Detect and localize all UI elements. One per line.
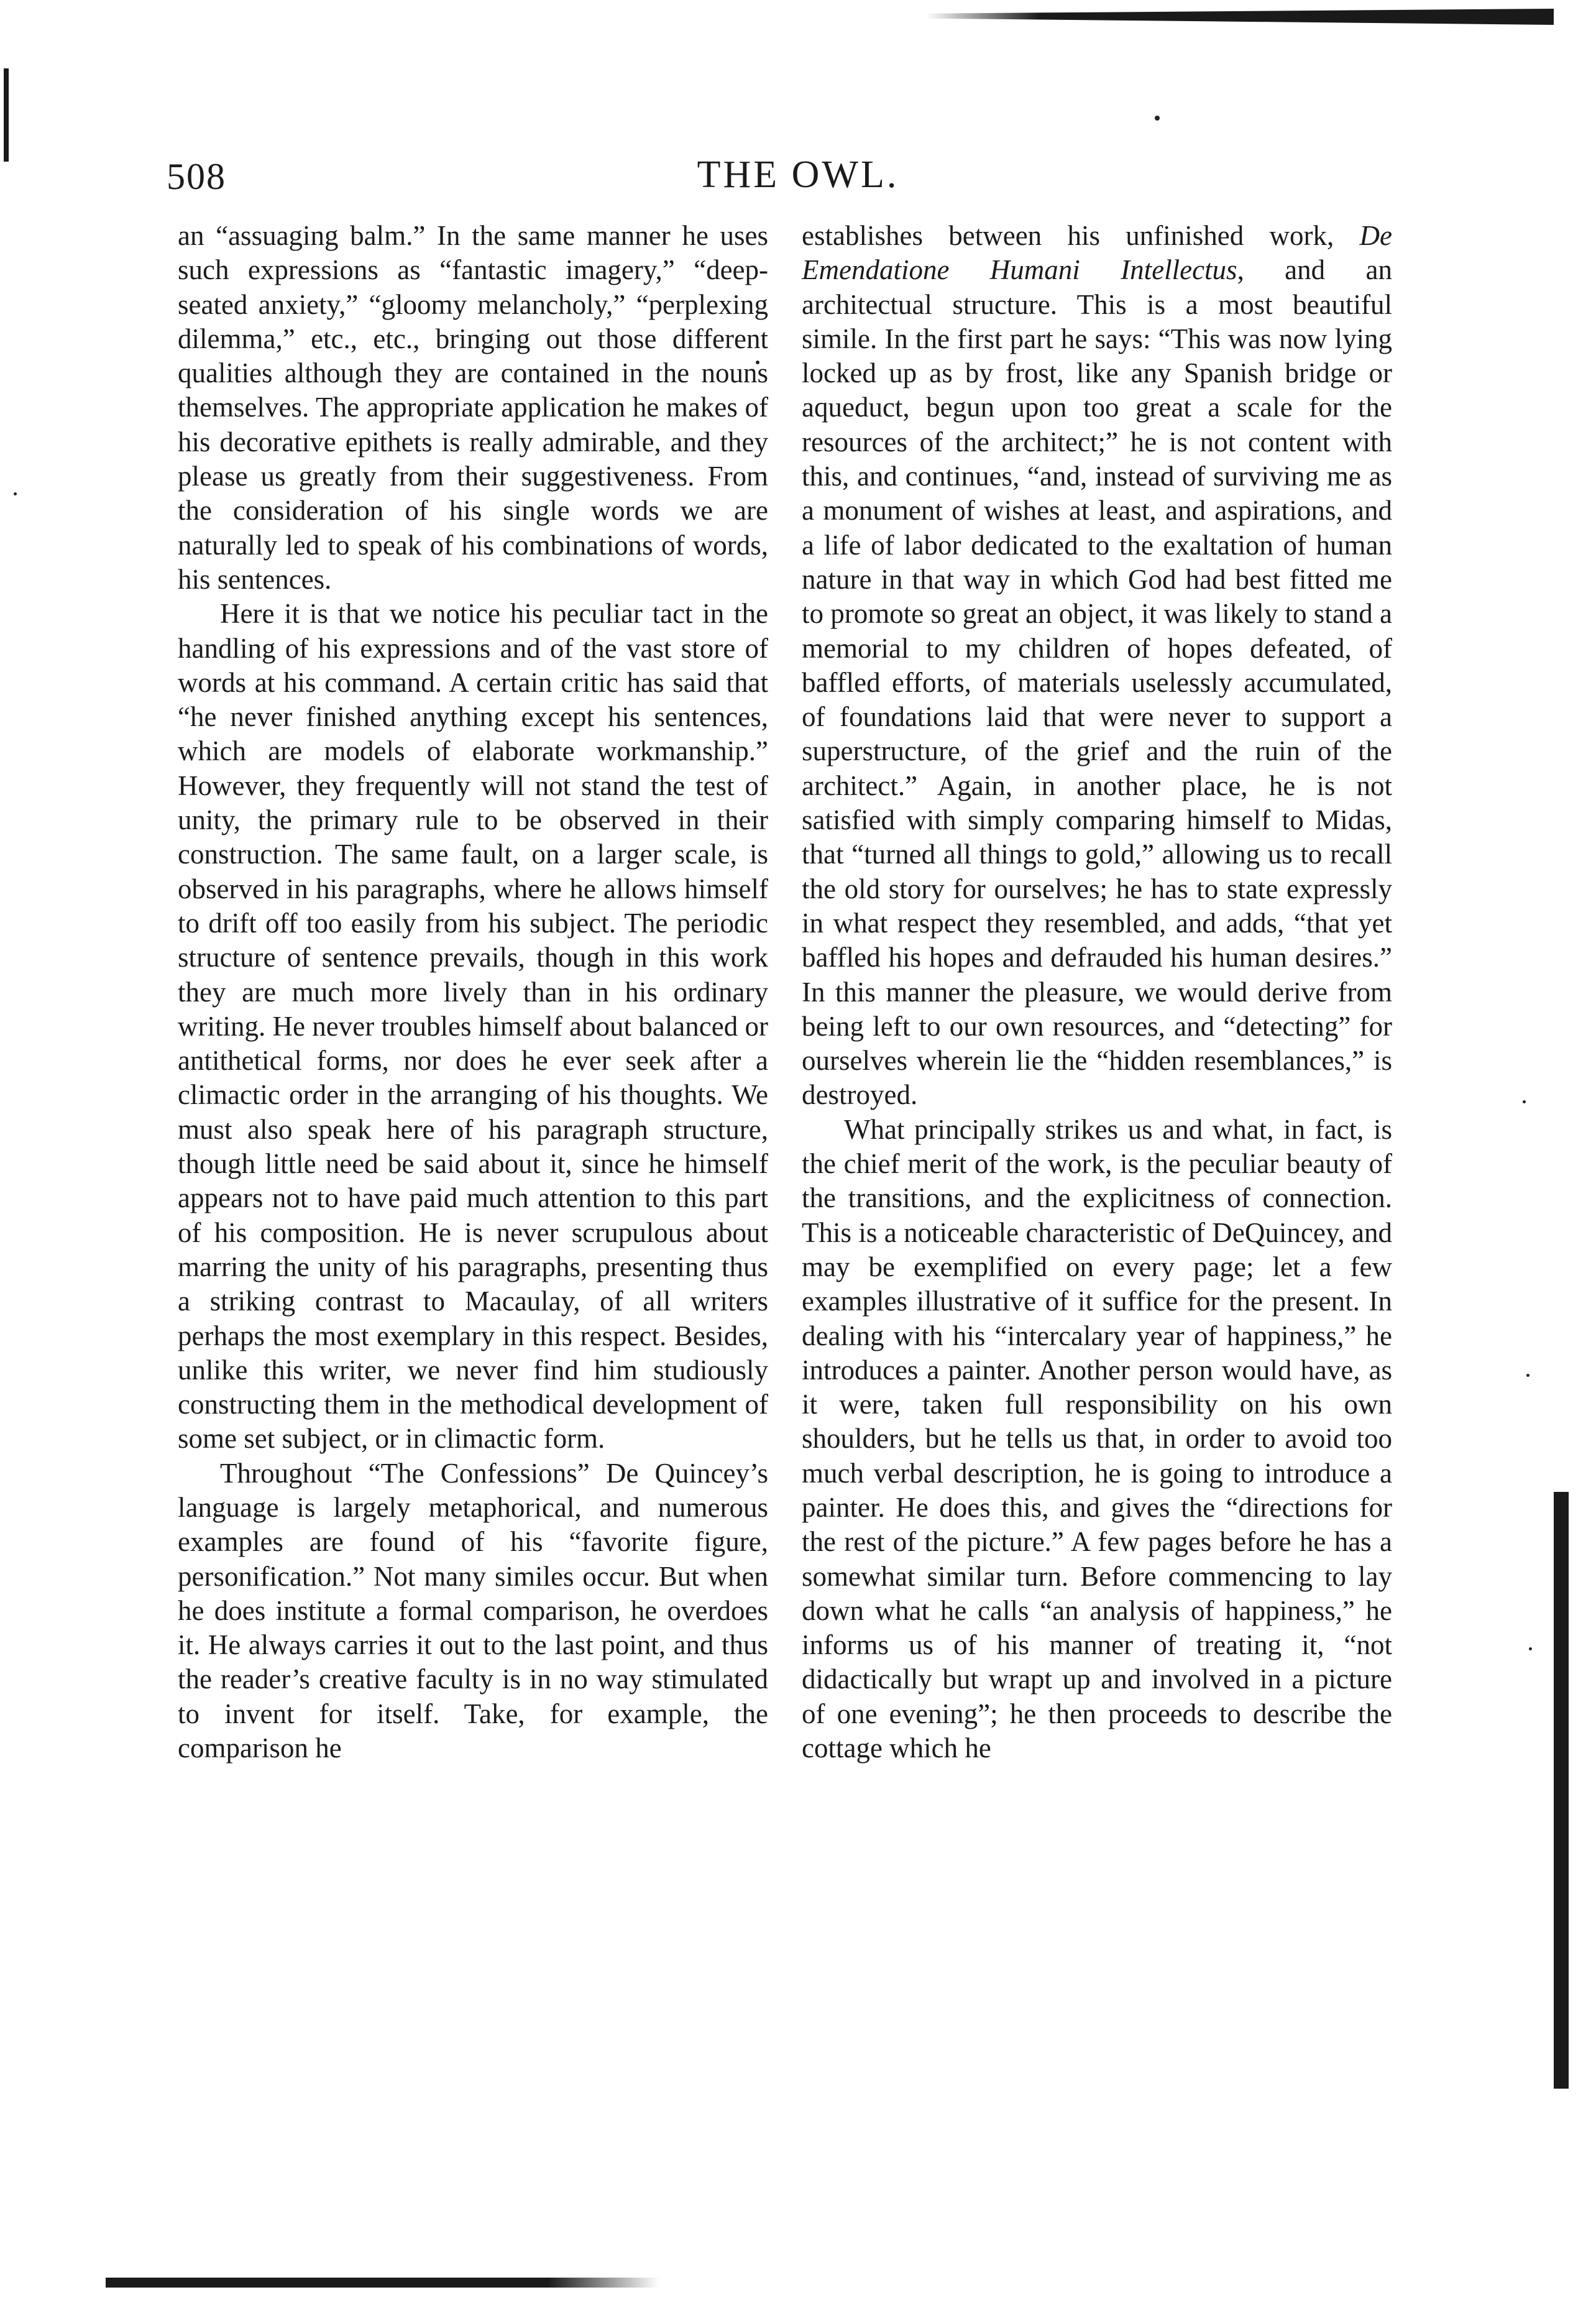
- paragraph: an “assuaging balm.” In the same manner he uses such expressions as “fantastic imagery,” “deep-seated anxiety,” “gloomy melancholy,” “perplexing dilemma,” etc., etc., bringing out those different qualities although they are contained in the nouns themselves. The appropriate application he makes of his decorative epithets is really admirable, and they please us greatly from their suggestiveness. From the consideration of his single words we are naturally led to speak of his combinations of words, his sentences.: [178, 220, 768, 595]
- right-column: [802, 219, 1392, 1765]
- scan-edge-mark-top: [926, 9, 1554, 25]
- scan-speck: [1526, 1374, 1530, 1377]
- scan-speck: [14, 492, 17, 495]
- page-number: 508: [167, 156, 226, 197]
- scan-edge-mark-bottom: [106, 2278, 659, 2288]
- scan-speck: [1155, 116, 1160, 121]
- scan-speck: [1529, 1647, 1532, 1650]
- paragraph: What principally strikes us and what, in fact, is the chief merit of the work, is the peculiar beauty of the transitions, and the explicitness of connection. This is a noticeable characteristic of DeQuincey, and may be exemplified on every page; let a few examples illustrative of it suffice for the present. In dealing with his “intercalary year of happiness,” he introduces a painter. Another person would have, as it were, taken full responsibility on his own shoulders, but he tells us that, in order to avoid too much verbal description, he is going to introduce a painter. He does this, and gives the “directions for the rest of the picture.” A few pages before he has a somewhat similar turn. Before commencing to lay down what he calls “an analysis of happiness,” he informs us of his manner of treating it, “not didactically but wrapt up and involved in a picture of one evening”; he then proceeds to describe the cottage which he: [802, 1113, 1392, 1764]
- paragraph: [802, 219, 1392, 1113]
- scan-speck: [1523, 1100, 1526, 1103]
- paragraph-text: , and an architectual structure. This is a most beautiful simile. In the first part he says: “This was now lying locked up as by frost, like any Spanish bridge or aqueduct, begun upon too great a scale for the resources of the architect;” he is not content with this, and continues, “and, instead of surviving me as a monument of wishes at least, and aspirations, and a life of labor dedicated to the exaltation of human nature in that way in which God had best fitted me to promote so great an object, it was likely to stand a memorial to my children of hopes defeated, of baffled efforts, of materials uselessly accumulated, of foundations laid that were never to support a superstructure, of the grief and the ruin of the architect.” Again, in another place, he is not satisfied with simply comparing himself to Midas, that “turned all things to gold,” allowing us to recall the old story for ourselves; he has to state expressly in what respect they resembled, and adds, “that yet baffled his hopes and defrauded his human desires.” In this manner the pleasure, we would derive from being left to our own resources, and “detecting” for ourselves wherein lie the “hidden resemblances,” is destroyed.: [802, 254, 1392, 1111]
- running-title: THE OWL.: [697, 154, 899, 196]
- left-column: [178, 219, 768, 1765]
- paragraph-text: establishes between his unfinished work,: [802, 220, 1360, 251]
- paragraph: Throughout “The Confessions” De Quincey’s language is largely metaphorical, and numerous examples are found of his “favorite figure, personification.” Not many similes occur. But when he does institute a formal comparison, he overdoes it. He always carries it out to the last point, and thus the reader’s creative faculty is in no way stimulated to invent for itself. Take, for example, the comparison he: [178, 1457, 768, 1764]
- book-title: De Emendatione Humani Intellectus: [802, 220, 1392, 286]
- page-header: [0, 149, 1596, 205]
- scan-edge-mark-right: [1554, 1492, 1569, 2089]
- scan-edge-mark-left: [4, 68, 9, 162]
- paragraph: Here it is that we notice his peculiar tact in the handling of his expressions and of the vast store of words at his command. A certain critic has said that “he never finished anything except his sentences, which are models of elaborate workmanship.” However, they frequently will not stand the test of unity, the primary rule to be observed in their construction. The same fault, on a larger scale, is observed in his paragraphs, where he allows himself to drift off too easily from his subject. The periodic structure of sentence prevails, though in this work they are much more lively than in his ordinary writing. He never troubles himself about balanced or antithetical forms, nor does he ever seek after a climactic order in the arranging of his thoughts. We must also speak here of his paragraph structure, though little need be said about it, since he himself appears not to have paid much attention to this part of his composition. He is never scrupulous about marring the unity of his paragraphs, presenting thus a striking contrast to Macaulay, of all writers perhaps the most exemplary in this respect. Besides, unlike this writer, we never find him studiously constructing them in the methodical development of some set subject, or in climactic form.: [178, 598, 768, 1455]
